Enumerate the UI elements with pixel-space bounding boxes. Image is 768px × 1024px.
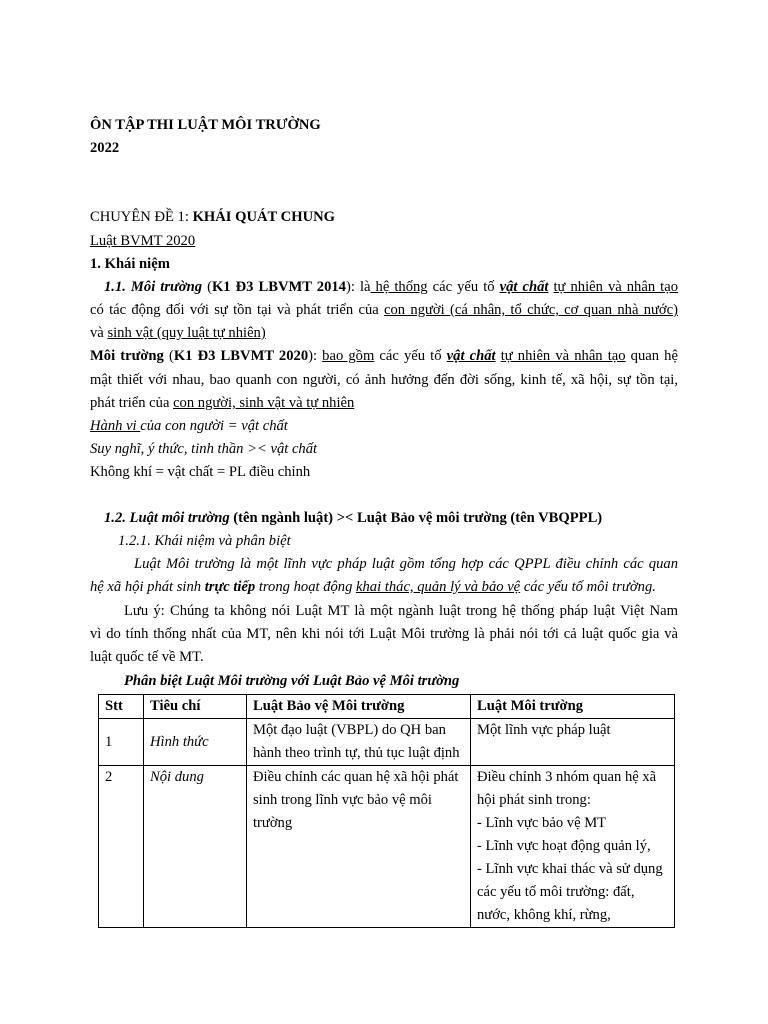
cell-stt: 1	[99, 719, 144, 766]
table-header-row	[99, 695, 675, 719]
cell-criterion: Nội dung	[144, 766, 247, 928]
phrase-con-nguoi-sinh-vat: con người, sinh vật và tự nhiên	[173, 395, 355, 411]
cell-stt: 2	[99, 766, 144, 928]
luu-y-line-3: luật quốc tế về MT.	[90, 649, 204, 665]
luu-y-line-1: Lưu ý: Chúng ta không nói Luật MT là một ngành luật trong hệ thống pháp luật Việt Nam	[124, 603, 678, 619]
table-caption: Phân biệt Luật Môi trường với Luật Bảo vệ Môi trường	[124, 673, 460, 689]
text: hệ xã hội phát sinh	[90, 579, 205, 595]
term-luat-moi-truong: 1.2. Luật môi trường	[104, 510, 230, 526]
cell-bvmt: Một đạo luật (VBPL) do QH ban hành theo trình tự, thủ tục luật định	[247, 719, 471, 766]
text: phát triển của	[90, 395, 174, 411]
phrase-bao-gom: bao gồm	[322, 348, 375, 364]
text: của con người = vật chất	[140, 418, 288, 434]
phrase-con-nguoi: con người (cá nhân, tổ chức, cơ quan nhà nước)	[384, 302, 678, 318]
phrase-cac-yeu-to: các yếu tố	[374, 348, 447, 364]
note-hanh-vi	[90, 415, 678, 438]
text: và	[90, 325, 108, 341]
chuyen-de-prefix: CHUYÊN ĐỀ 1:	[90, 209, 193, 225]
header-stt: Stt	[99, 695, 144, 719]
table-row	[99, 766, 675, 928]
heading-1-2	[104, 507, 692, 530]
text: (tên ngành luật) >< Luật Bảo vệ môi trường (tên VBQPPL)	[229, 510, 603, 526]
definition-1-line-3	[90, 322, 678, 345]
doc-title: ÔN TẬP THI LUẬT MÔI TRƯỜNG	[90, 117, 321, 133]
comparison-table	[98, 694, 675, 928]
phrase-tu-nhien-nhan-tao: tự nhiên và nhân tạo	[500, 348, 626, 364]
phrase-sinh-vat: sinh vật (quy luật tự nhiên)	[107, 325, 266, 341]
paren-open: (	[163, 348, 174, 364]
text: có tác động đối với sự tồn tại và phát triển của	[90, 302, 385, 318]
definition-2-line-3	[90, 392, 678, 415]
doc-year: 2022	[90, 140, 120, 156]
chuyen-de-heading	[90, 206, 678, 229]
cell-lmt-item: - Lĩnh vực khai thác và sử dụng các yếu tố môi trường: đất, nước, không khí, rừng,	[477, 861, 663, 923]
phrase-vat-chat: vật chất	[499, 279, 549, 295]
cell-lmt-item: - Lĩnh vực hoạt động quản lý,	[477, 838, 651, 854]
chuyen-de-title: KHÁI QUÁT CHUNG	[192, 209, 336, 225]
text: quan hệ	[625, 348, 678, 364]
header-luat-bvmt: Luật Bảo vệ Môi trường	[247, 695, 471, 719]
phrase-tu-nhien-nhan-tao: tự nhiên và nhân tạo	[553, 279, 678, 295]
definition-1-line-1	[104, 276, 678, 299]
definition-luat-mt-line-2	[90, 576, 678, 599]
paren-close: ):	[308, 348, 323, 364]
definition-2-line-2: mật thiết với nhau, bao quanh con người, có ảnh hưởng đến đời sống, kinh tế, xã hội, sự tồn tại,	[90, 372, 678, 388]
cell-lmt-intro: Điều chỉnh 3 nhóm quan hệ xã hội phát sinh trong:	[477, 769, 657, 808]
paren-open: (	[202, 279, 212, 295]
term-moi-truong-2020: Môi trường	[90, 348, 164, 364]
note-suy-nghi: Suy nghĩ, ý thức, tinh thần >< vật chất	[90, 441, 318, 457]
phrase-khai-thac-quan-ly: khai thác, quản lý và bảo vệ	[356, 579, 521, 595]
definition-1-line-2	[90, 299, 678, 322]
cell-lmt: Một lĩnh vực pháp luật	[471, 719, 675, 766]
heading-1-2-1: 1.2.1. Khái niệm và phân biệt	[118, 533, 291, 549]
phrase-vat-chat: vật chất	[446, 348, 496, 364]
cell-bvmt: Điều chỉnh các quan hệ xã hội phát sinh trong lĩnh vực bảo vệ môi trường	[247, 766, 471, 928]
phrase-cac-yeu-to: các yếu tố	[427, 279, 500, 295]
law-reference: Luật BVMT 2020	[90, 233, 196, 249]
legal-ref-2014: K1 Đ3 LBVMT 2014	[211, 279, 346, 295]
paren-close: ): là	[345, 279, 371, 295]
phrase-hanh-vi: Hành vi	[90, 418, 141, 434]
text: các yếu tố môi trường.	[520, 579, 656, 595]
heading-khai-niem: 1. Khái niệm	[90, 256, 170, 272]
text: trong hoạt động	[255, 579, 357, 595]
luu-y-line-2: vì do tính thống nhất của MT, nên khi nói tới Luật Môi trường là phải nói tới cả luật quốc gia và	[90, 626, 678, 642]
cell-lmt-item: - Lĩnh vực bảo vệ MT	[477, 815, 607, 831]
header-tieu-chi: Tiêu chí	[144, 695, 247, 719]
note-khong-khi: Không khí = vật chất = PL điều chỉnh	[90, 464, 311, 480]
definition-luat-mt-line-1: Luật Môi trường là một lĩnh vực pháp luật gồm tổng hợp các QPPL điều chỉnh các quan	[134, 556, 678, 572]
phrase-he-thong: hệ thống	[370, 279, 428, 295]
table-row	[99, 719, 675, 766]
cell-criterion: Hình thức	[144, 719, 247, 766]
definition-2-line-1	[90, 345, 678, 368]
term-moi-truong: 1.1. Môi trường	[104, 279, 203, 295]
legal-ref-2020: K1 Đ3 LBVMT 2020	[173, 348, 309, 364]
phrase-truc-tiep: trực tiếp	[204, 579, 256, 595]
header-luat-mt: Luật Môi trường	[471, 695, 675, 719]
cell-lmt	[471, 766, 675, 928]
